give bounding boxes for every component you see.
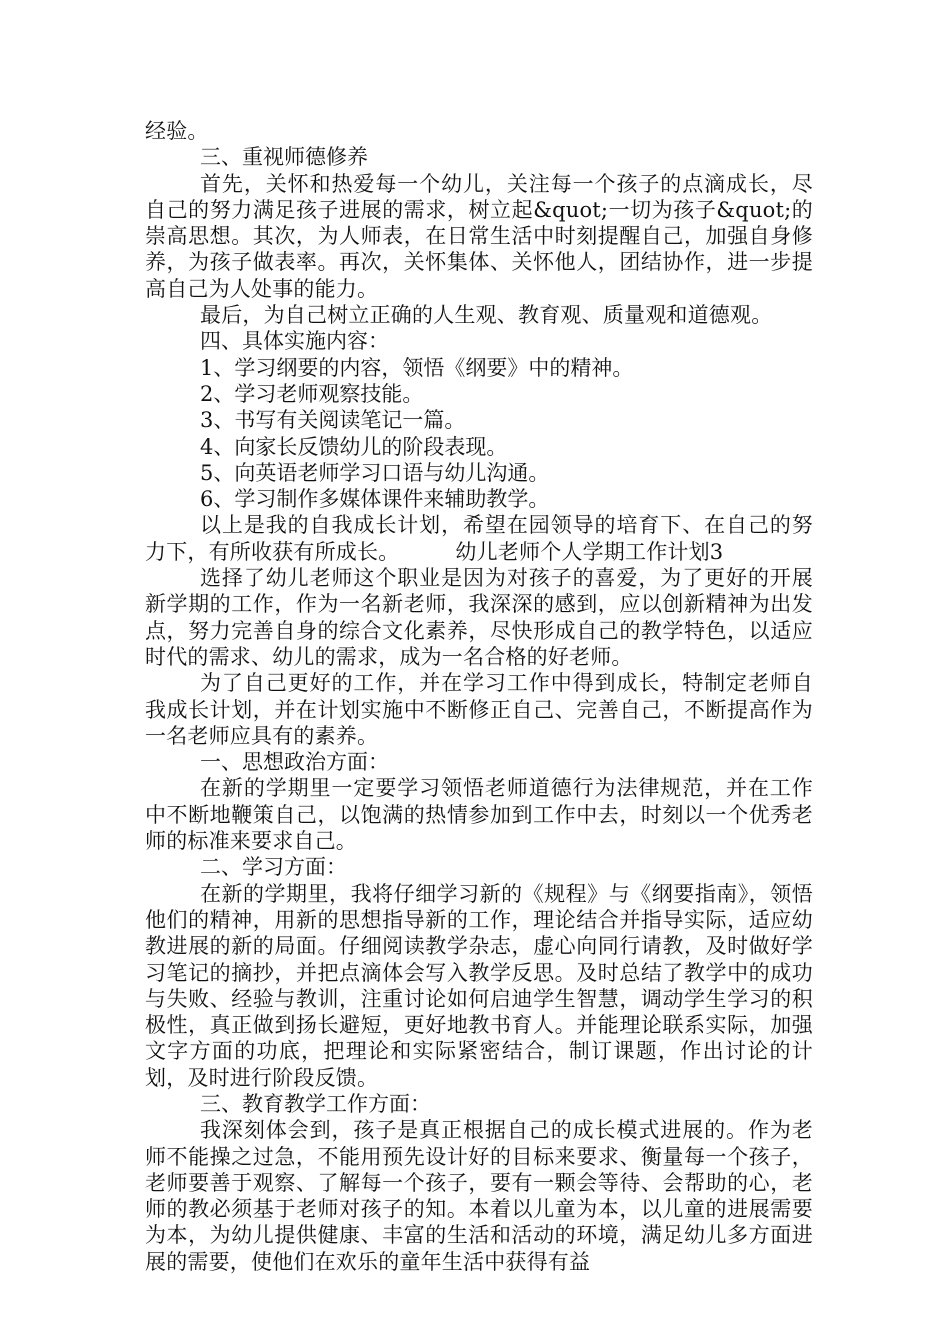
list-item: 3、书写有关阅读笔记一篇。 — [200, 408, 466, 433]
list-item: 2、学习老师观察技能。 — [200, 381, 424, 406]
paragraph-study: 在新的学期里，我将仔细学习新的《规程》与《纲要指南》，领悟他们的精神，用新的思想指导新的工作，理论结合并指导实际，适应幼教进展的新的局面。仔细阅读教学杂志，虚心向同行请教，及时做好学习笔记的摘抄，并把点滴体会写入教学反思。及时总结了教学中的成功与失败、经验与教训，注重讨论如何启迪学生智慧，调动学生学习的积极性，真正做到扬长避短，更好地教书育人。并能理论联系实际，加强文字方面的功底，把理论和实际紧密结合，制订课题，作出讨论的计划，及时进行阶段反馈。 — [145, 881, 813, 1090]
list-item: 6、学习制作多媒体课件来辅助教学。 — [200, 487, 550, 512]
paragraph-ethics-first: 首先，关怀和热爱每一个幼儿，关注每一个孩子的点滴成长，尽自己的努力满足孩子进展的需求，树立起&quot;一切为孩子&quot;的崇高思想。其次，为人师表，在日常生活中时刻提醒自己，加强自身修养，为孩子做表率。再次，关怀集体、关怀他人，团结协作，进一步提高自己为人处事的能力。 — [145, 171, 813, 301]
paragraph-continuation: 经验。 — [145, 119, 209, 143]
paragraph-purpose: 为了自己更好的工作，并在学习工作中得到成长，特制定老师自我成长计划，并在计划实施中不断修正自己、完善自己，不断提高作为一名老师应具有的素养。 — [145, 671, 813, 748]
section-heading-teaching: 三、教育教学工作方面： — [200, 1091, 431, 1116]
paragraph-intro: 选择了幼儿老师这个职业是因为对孩子的喜爱，为了更好的开展新学期的工作，作为一名新老师，我深深的感到，应以创新精神为出发点，努力完善自身的综合文化素养，尽快形成自己的教学特色，以适应时代的需求、幼儿的需求，成为一名合格的好老师。 — [145, 566, 813, 669]
document-title-3: 幼儿老师个人学期工作计划3 — [455, 539, 724, 564]
section-heading-study: 二、学习方面： — [200, 855, 347, 880]
summary-text: 以上是我的自我成长计划，希望在园领导的培育下、在自己的努力下，有所收获有所成长。 — [145, 513, 813, 564]
paragraph-summary-with-title — [145, 512, 813, 565]
list-item: 5、向英语老师学习口语与幼儿沟通。 — [200, 460, 550, 485]
document-page — [145, 118, 813, 1275]
section-heading-politics: 一、思想政治方面： — [200, 750, 389, 775]
section-heading-ethics: 三、重视师德修养 — [200, 145, 368, 170]
list-item: 1、学习纲要的内容，领悟《纲要》中的精神。 — [200, 355, 634, 380]
paragraph-teaching: 我深刻体会到，孩子是真正根据自己的成长模式进展的。作为老师不能操之过急，不能用预先设计好的目标来要求、衡量每一个孩子，老师要善于观察、了解每一个孩子，要有一颗会等待、会帮助的心，老师的教必须基于老师对孩子的知。本着以儿童为本，以儿童的进展需要为本，为幼儿提供健康、丰富的生活和活动的环境，满足幼儿多方面进展的需要，使他们在欢乐的童年生活中获得有益 — [145, 1118, 813, 1274]
list-item: 4、向家长反馈幼儿的阶段表现。 — [200, 434, 508, 459]
paragraph-ethics-last: 最后，为自己树立正确的人生观、教育观、质量观和道德观。 — [200, 303, 773, 328]
paragraph-politics: 在新的学期里一定要学习领悟老师道德行为法律规范，并在工作中不断地鞭策自己，以饱满的热情参加到工作中去，时刻以一个优秀老师的标准来要求自己。 — [145, 776, 813, 854]
section-heading-implementation: 四、具体实施内容： — [200, 329, 389, 354]
